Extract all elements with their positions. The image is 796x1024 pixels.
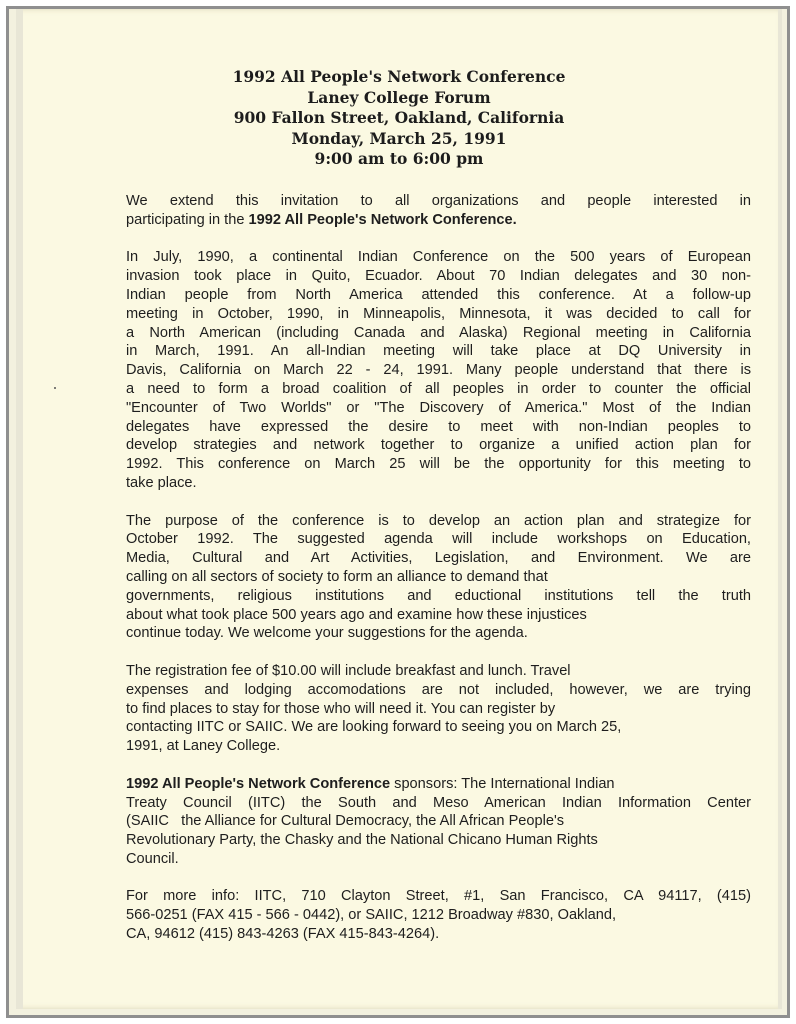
text-line (126, 211, 751, 230)
text-line: about what took place 500 years ago and examine how these injustices (126, 606, 587, 623)
text-line: calling on all sectors of society to form an alliance to demand that (126, 568, 548, 585)
venue-address: 900 Fallon Street, Oakland, California (233, 108, 565, 127)
document-body (126, 192, 751, 963)
text-line: 1992. This conference on March 25 will be the opportunity for this meeting to (126, 456, 751, 473)
background-paragraph (126, 248, 751, 492)
text-line: The registration fee of $10.00 will include breakfast and lunch. Travel (126, 662, 571, 679)
text-line: CA, 94612 (415) 843-4263 (FAX 415-843-4264). (126, 926, 440, 943)
event-time: 9:00 am to 6:00 pm (314, 149, 484, 168)
text-line: For more info: IITC, 710 Clayton Street, #1, San Francisco, CA 94117, (415) (126, 888, 751, 905)
text-line: invasion took place in Quito, Ecuador. About 70 Indian delegates and 30 non- (126, 268, 751, 285)
invitation-paragraph (126, 192, 751, 230)
text-fragment: sponsors: The International Indian (390, 775, 615, 792)
text-line: "Encounter of Two Worlds" or "The Discovery of America." Most of the Indian (126, 399, 751, 416)
text-line: continue today. We welcome your suggestions for the agenda. (126, 625, 528, 642)
event-date: Monday, March 25, 1991 (291, 128, 507, 148)
text-line: In July, 1990, a continental Indian Conference on the 500 years of European (126, 249, 751, 266)
paper-speck (54, 387, 56, 389)
text-line: develop strategies and network together to organize a unified action plan for (126, 437, 751, 454)
contact-paragraph (126, 887, 751, 943)
text-line: Revolutionary Party, the Chasky and the National Chicano Human Rights (126, 832, 598, 849)
sponsors-paragraph (126, 775, 751, 869)
conference-title: 1992 All People's Network Conference (232, 67, 566, 86)
venue-name: Laney College Forum (307, 87, 491, 107)
text-line: Treaty Council (IITC) the South and Meso American Indian Information Center (126, 794, 751, 811)
text-line (126, 775, 751, 794)
text-line: to find places to stay for those who will need it. You can register by (126, 700, 556, 717)
paper-page (16, 9, 782, 1009)
purpose-paragraph (126, 512, 751, 644)
text-fragment: participating in the (126, 211, 245, 228)
text-line: (SAIIC the Alliance for Cultural Democracy, the All African People's (126, 813, 565, 830)
document-frame (6, 6, 790, 1018)
conference-name-bold: 1992 All People's Network Conference (126, 775, 391, 792)
text-line: take place. (126, 474, 197, 491)
text-line: delegates have expressed the desire to meet with non-Indian peoples to (126, 418, 751, 435)
text-line: a North American (including Canada and Alaska) Regional meeting in California (126, 324, 751, 341)
text-line: contacting IITC or SAIIC. We are looking forward to seeing you on March 25, (126, 719, 622, 736)
document-header (16, 67, 782, 170)
conference-name-bold: 1992 All People's Network Conference. (248, 211, 517, 228)
text-line: expenses and lodging accomodations are not included, however, we are trying (126, 681, 751, 698)
text-line: meeting in October, 1990, in Minneapolis, Minnesota, it was decided to call for (126, 305, 751, 322)
text-line: governments, religious institutions and eductional institutions tell the truth (126, 587, 751, 604)
text-line: October 1992. The suggested agenda will include workshops on Education, (126, 531, 751, 548)
text-line: Council. (126, 850, 179, 867)
text-line: Davis, California on March 22 - 24, 1991. Many people understand that there is (126, 362, 751, 379)
text-line: 566-0251 (FAX 415 - 566 - 0442), or SAIIC, 1212 Broadway #830, Oakland, (126, 907, 617, 924)
text-line: Media, Cultural and Art Activities, Legislation, and Environment. We are (126, 550, 751, 567)
text-line: The purpose of the conference is to develop an action plan and strategize for (126, 512, 751, 529)
text-line: We extend this invitation to all organizations and people interested in (126, 193, 751, 209)
text-line: Indian people from North America attended this conference. At a follow-up (126, 286, 751, 303)
text-line: 1991, at Laney College. (126, 738, 281, 755)
text-line: a need to form a broad coalition of all peoples in order to counter the official (126, 380, 751, 397)
text-line: in March, 1991. An all-Indian meeting will take place at DQ University in (126, 343, 751, 360)
registration-paragraph (126, 662, 751, 756)
